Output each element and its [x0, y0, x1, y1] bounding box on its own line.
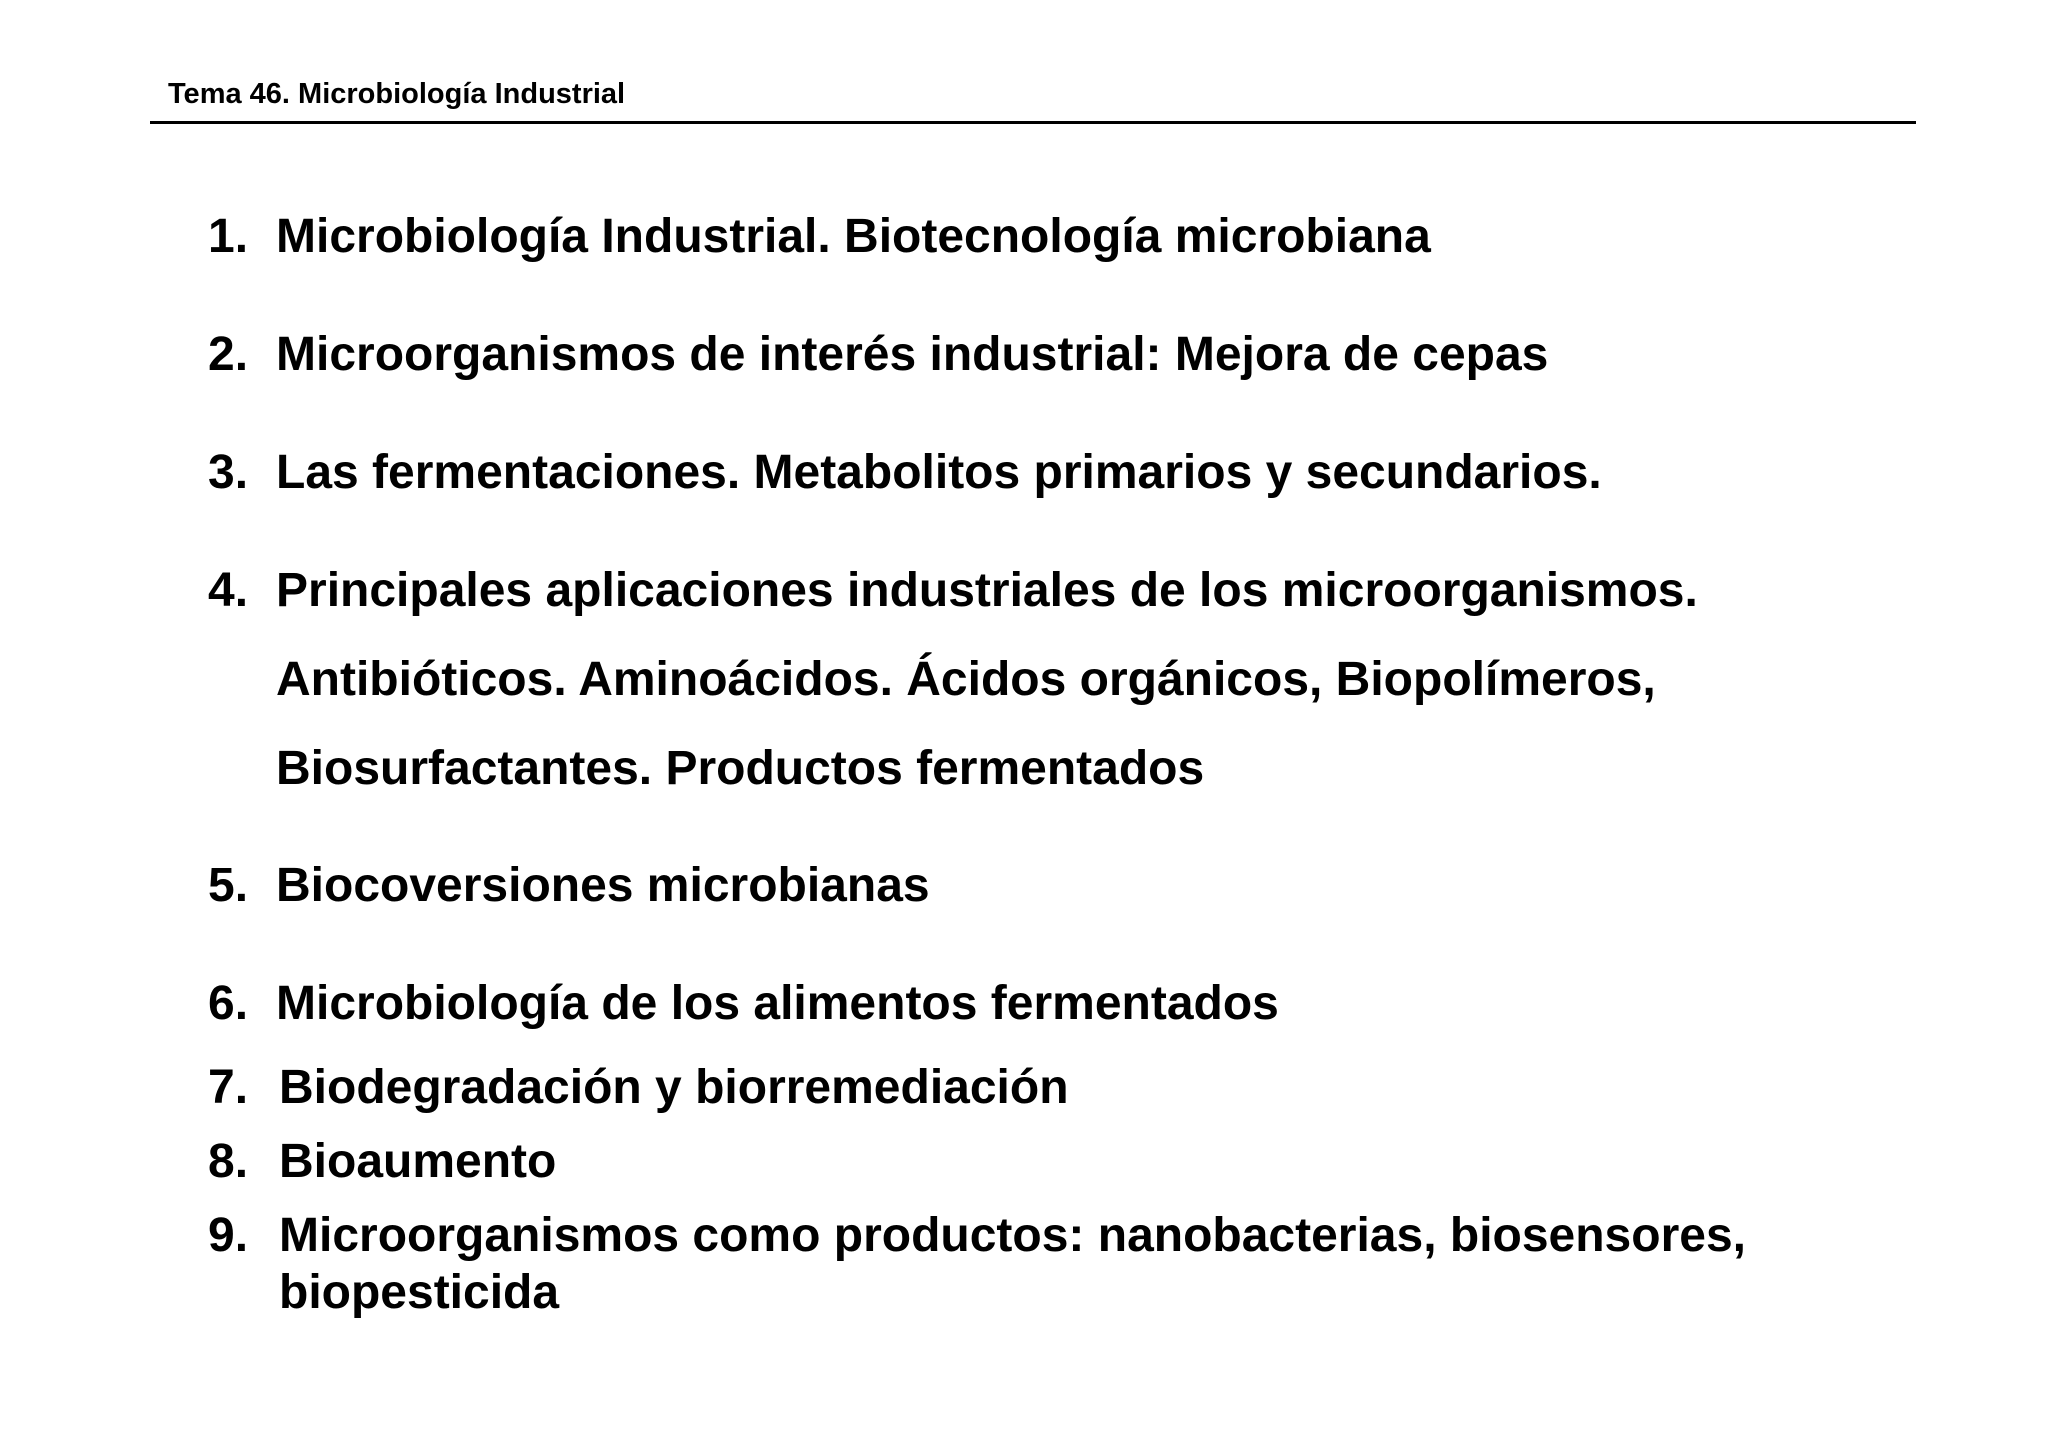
item-text-line-1: Microorganismos como productos: nanobacterias, biosensores, — [279, 1209, 1746, 1262]
item-number: 8. — [208, 1135, 249, 1188]
item-number: 7. — [208, 1061, 249, 1114]
item-number: 6. — [208, 977, 249, 1030]
item-text-line-2: biopesticida — [279, 1266, 560, 1319]
item-text-line-2: Antibióticos. Aminoácidos. Ácidos orgánicos, Biopolímeros, — [276, 653, 1656, 706]
item-text-line-3: Biosurfactantes. Productos fermentados — [276, 742, 1205, 795]
header-divider — [150, 121, 1916, 124]
item-text: Las fermentaciones. Metabolitos primarios y secundarios. — [276, 446, 1602, 499]
item-text: Microorganismos de interés industrial: Mejora de cepas — [276, 328, 1549, 381]
item-number: 9. — [208, 1209, 249, 1262]
item-text: Microbiología de los alimentos fermentados — [276, 977, 1279, 1030]
item-text: Biocoversiones microbianas — [276, 859, 930, 912]
item-number: 3. — [208, 446, 249, 499]
item-text: Biodegradación y biorremediación — [279, 1061, 1069, 1114]
item-text-line-1: Principales aplicaciones industriales de los microorganismos. — [276, 564, 1698, 617]
item-text: Microbiología Industrial. Biotecnología microbiana — [276, 210, 1431, 263]
item-number: 5. — [208, 859, 249, 912]
item-number: 4. — [208, 564, 249, 617]
item-text: Bioaumento — [279, 1135, 557, 1188]
page-header-title: Tema 46. Microbiología Industrial — [168, 78, 626, 110]
item-number: 2. — [208, 328, 249, 381]
item-number: 1. — [208, 210, 249, 263]
